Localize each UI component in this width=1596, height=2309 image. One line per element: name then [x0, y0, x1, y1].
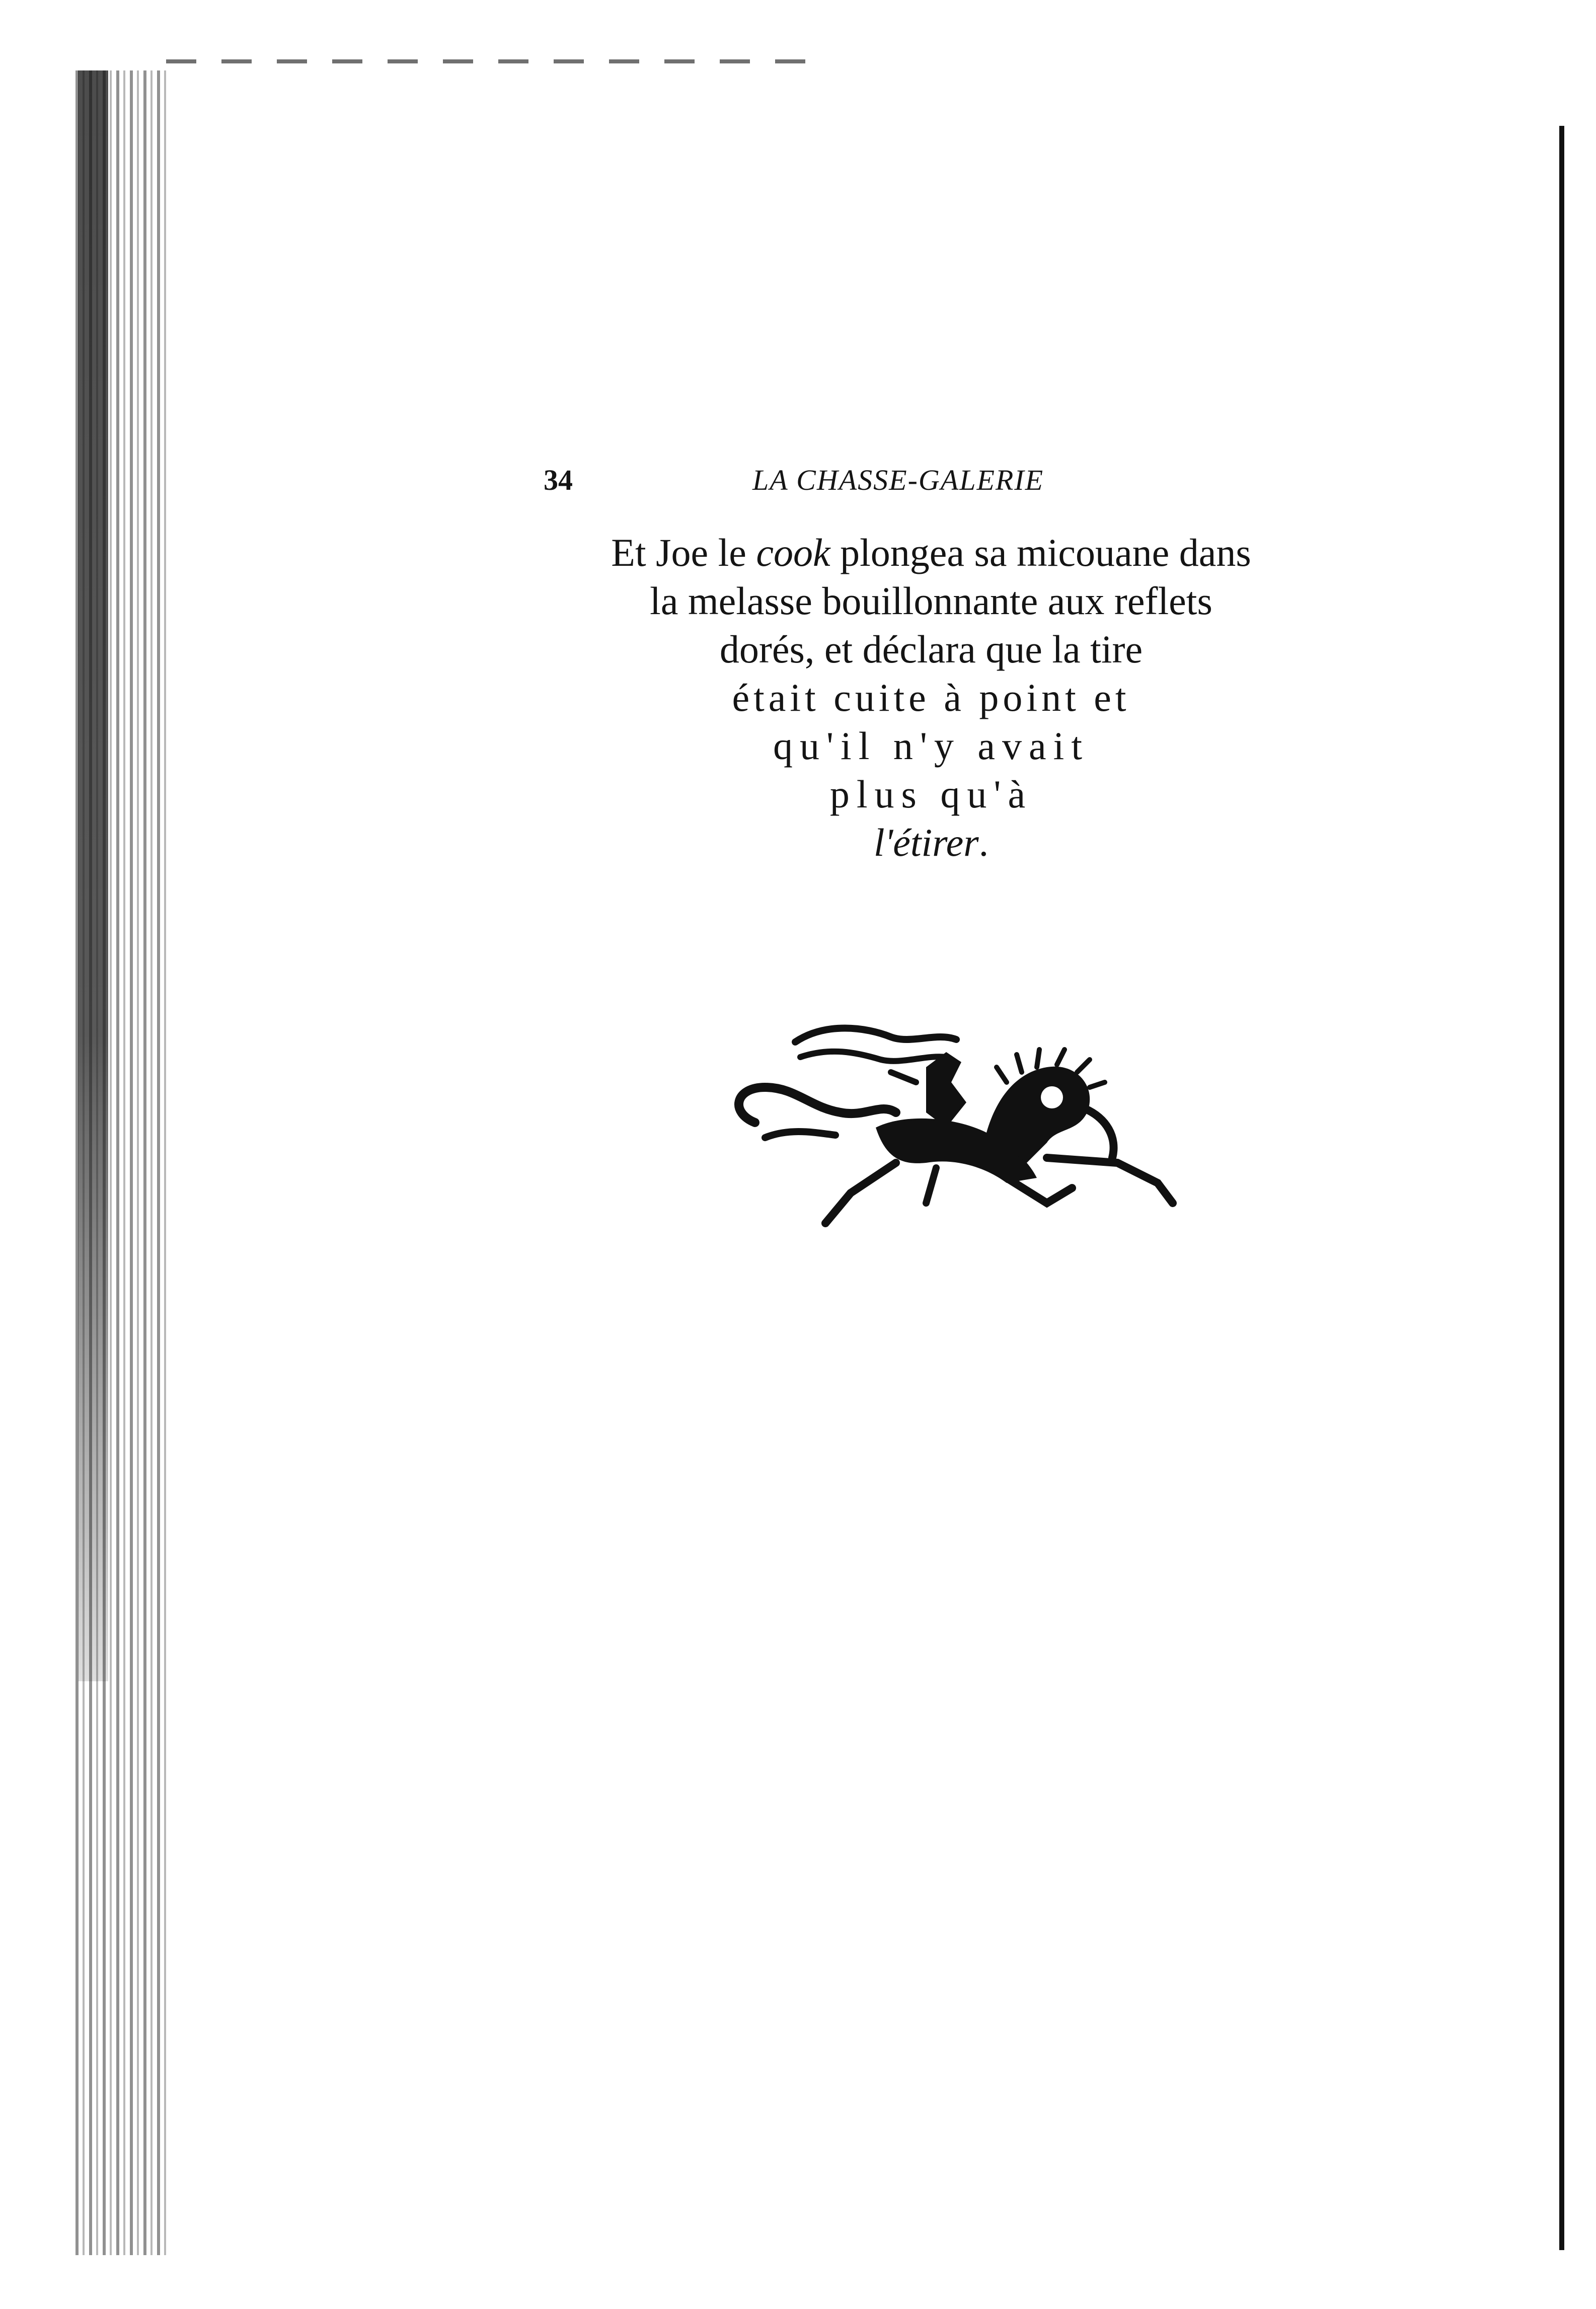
body-text [503, 529, 1359, 867]
page-edge-shadow [78, 70, 108, 1681]
text-line-2: la melasse bouillonnante aux reflets [650, 579, 1212, 623]
right-margin-rule [1559, 126, 1564, 2250]
devil-riding-beast-icon [725, 1012, 1228, 1263]
text-line-5: qu'il n'y avait [773, 724, 1090, 768]
text-line-4: était cuite à point et [732, 676, 1130, 719]
text-line-3: dorés, et déclara que la tire [719, 627, 1143, 671]
page-number: 34 [544, 464, 573, 496]
running-title: LA CHASSE-GALERIE [752, 464, 1044, 496]
top-edge-marks [166, 59, 830, 63]
text-line-6: plus qu'à [829, 772, 1033, 816]
page-header [544, 463, 1117, 498]
text-line-7: l'étirer. [873, 821, 989, 864]
text-line-1: Et Joe le cook plongea sa micouane dans [611, 531, 1251, 574]
